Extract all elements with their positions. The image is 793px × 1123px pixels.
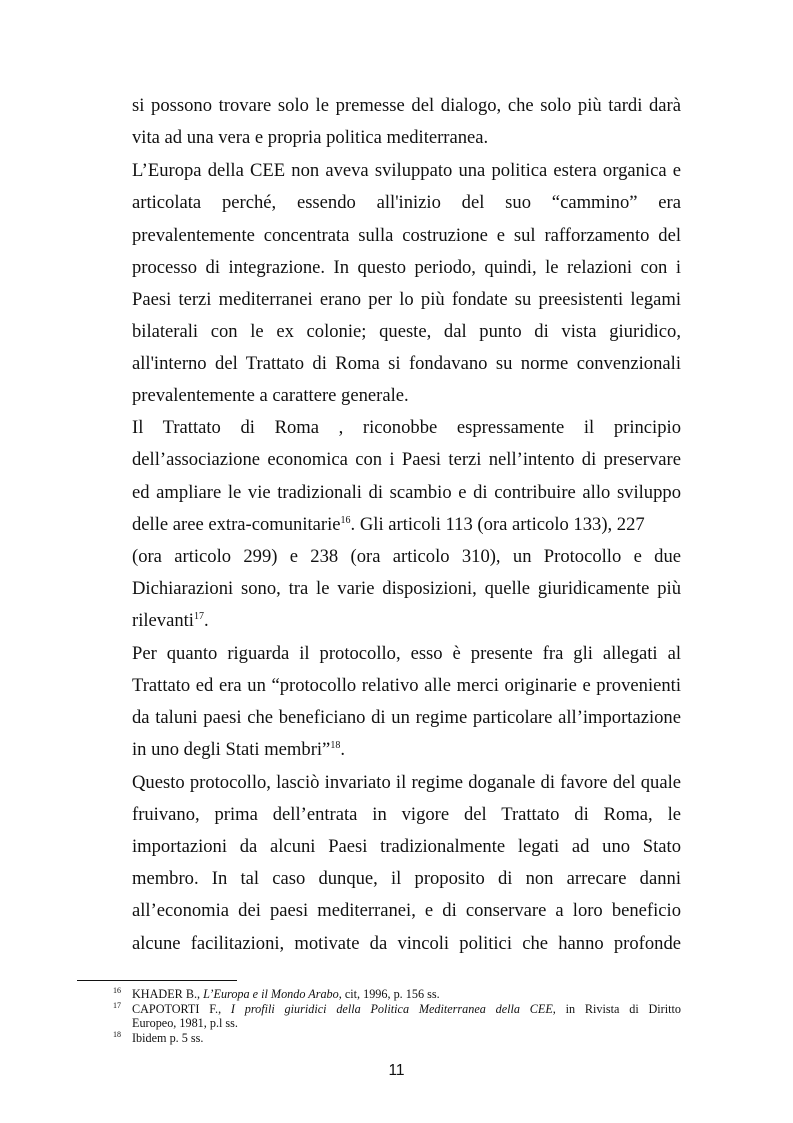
footnote-text: Ibidem p. 5 ss. <box>132 1031 204 1045</box>
footnote-ref[interactable]: 16 <box>340 515 351 526</box>
body-line: fruivano, prima dell’entrata in vigore del Trattato di Roma, le <box>132 804 681 825</box>
body-line: prevalentemente concentrata sulla costruzione e sul rafforzamento del <box>132 225 681 246</box>
body-line: Dichiarazioni sono, tra le varie disposizioni, quelle giuridicamente più <box>132 578 681 599</box>
body-line: articolata perché, essendo all'inizio del suo “cammino” era <box>132 192 681 213</box>
footnote-separator <box>77 980 237 981</box>
body-line: prevalentemente a carattere generale. <box>132 385 409 406</box>
body-line: all'interno del Trattato di Roma si fondavano su norme convenzionali <box>132 353 681 374</box>
body-line: processo di integrazione. In questo periodo, quindi, le relazioni con i <box>132 257 681 278</box>
body-line: membro. In tal caso dunque, il proposito di non arrecare danni <box>132 868 681 889</box>
body-line <box>132 516 681 535</box>
footnote-ref[interactable]: 18 <box>330 740 341 751</box>
body-line: Questo protocollo, lasciò invariato il regime doganale di favore del quale <box>132 772 681 793</box>
body-line: bilaterali con le ex colonie; queste, dal punto di vista giuridico, <box>132 321 681 342</box>
body-line: (ora articolo 299) e 238 (ora articolo 310), un Protocollo e due <box>132 546 681 567</box>
footnote-ref[interactable]: 17 <box>193 611 204 622</box>
body-line: ed ampliare le vie tradizionali di scambio e di contribuire allo sviluppo <box>132 482 681 503</box>
body-line-part: delle aree extra-comunitarie$^{16}$. Gli articoli 113 (ora articolo 133), 227 <box>132 514 645 535</box>
footnote-number: 16 <box>113 986 121 995</box>
body-line: importazioni da alcuni Paesi tradizionalmente legati ad uno Stato <box>132 836 681 857</box>
body-line: da taluni paesi che beneficiano di un regime particolare all’importazione <box>132 707 681 728</box>
footnote-text-cont: Europeo, 1981, p.l ss. <box>132 1016 238 1030</box>
footnote-number: 18 <box>113 1030 121 1039</box>
body-line: Paesi terzi mediterranei erano per lo più fondate su preesistenti legami <box>132 289 681 310</box>
body-line: si possono trovare solo le premesse del dialogo, che solo più tardi darà <box>132 95 681 116</box>
body-line: in uno degli Stati membri”$^{18}$. <box>132 739 345 760</box>
footnote-number: 17 <box>113 1001 121 1010</box>
body-line: Il Trattato di Roma , riconobbe espressamente il principio <box>132 417 681 438</box>
body-line: L’Europa della CEE non aveva sviluppato una politica estera organica e <box>132 160 681 181</box>
body-line: rilevanti$^{17}$. <box>132 610 209 631</box>
body-line: Trattato ed era un “protocollo relativo alle merci originarie e provenienti <box>132 675 681 696</box>
body-line: alcune facilitazioni, motivate da vincoli politici che hanno profonde <box>132 933 681 954</box>
footnote-text: CAPOTORTI F., I profili giuridici della Politica Mediterranea della CEE, in Rivista di Diritto <box>132 1002 681 1016</box>
body-line: Per quanto riguarda il protocollo, esso è presente fra gli allegati al <box>132 643 681 664</box>
footnote-text: KHADER B., L’Europa e il Mondo Arabo, cit, 1996, p. 156 ss. <box>132 987 440 1001</box>
page-number: 11 <box>388 1062 405 1079</box>
body-line: dell’associazione economica con i Paesi terzi nell’intento di preservare <box>132 449 681 470</box>
body-line: vita ad una vera e propria politica mediterranea. <box>132 127 489 148</box>
body-line: all’economia dei paesi mediterranei, e di conservare a loro beneficio <box>132 900 681 921</box>
